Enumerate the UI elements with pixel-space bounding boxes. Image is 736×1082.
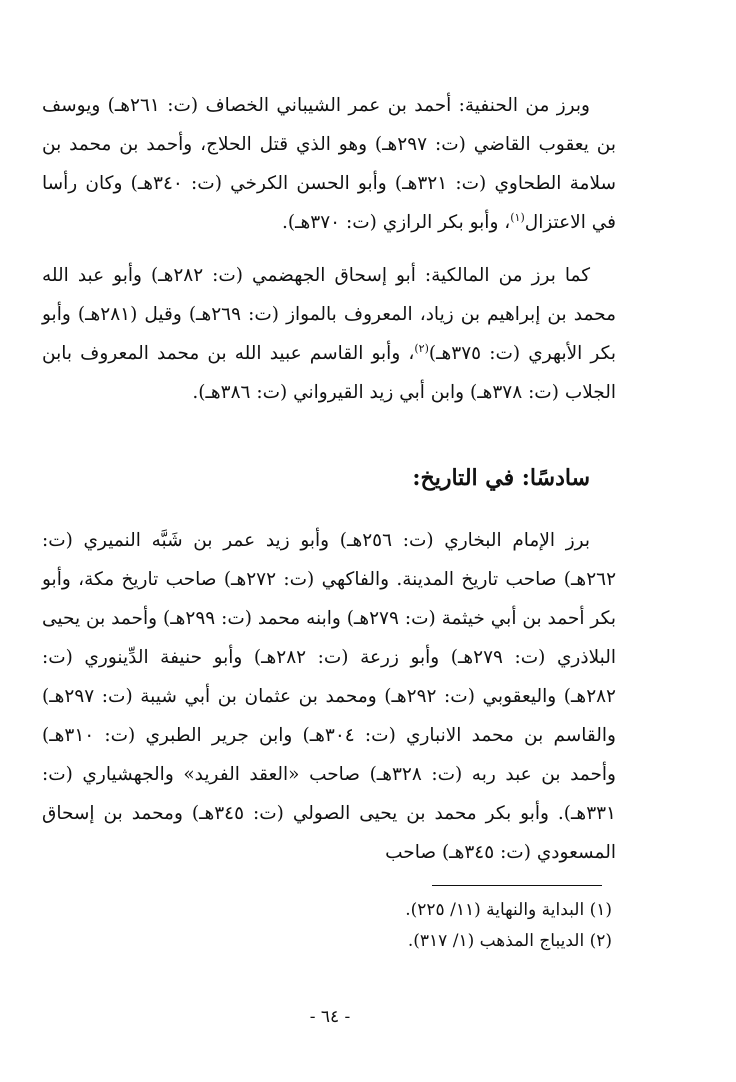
paragraph-history-scholars xyxy=(42,521,616,872)
footnote-2: (٢) الديباج المذهب (١/ ٣١٧). xyxy=(407,931,612,951)
paragraph-text: وبرز من الحنفية: أحمد بن عمر الشيباني الخصاف (ت: ٢٦١هـ) ويوسف بن يعقوب القاضي (ت: ٢٩٧هـ) وهو الذي قتل الحلاج، وأحمد بن محمد بن سلامة الطحاوي (ت: ٣٢١هـ) وأبو الحسن الكرخي (ت: ٣٤٠هـ) وكان رأسا في الاعتزال xyxy=(42,95,616,233)
paragraph-maliki-scholars xyxy=(42,256,616,412)
paragraph-hanafi-scholars xyxy=(42,86,616,242)
paragraph-text-continued: ، وأبو القاسم عبيد الله بن محمد المعروف بابن الجلاب (ت: ٣٧٨هـ) وابن أبي زيد القيرواني (ت: ٣٨٦هـ). xyxy=(42,343,616,403)
paragraph-text-continued: ، وأبو بكر الرازي (ت: ٣٧٠هـ). xyxy=(282,212,511,233)
footnote-reference: (١) xyxy=(510,210,525,224)
paragraph-text: برز الإمام البخاري (ت: ٢٥٦هـ) وأبو زيد عمر بن شَبَّه النميري (ت: ٢٦٢هـ) صاحب تاريخ المدينة. والفاكهي (ت: ٢٧٢هـ) صاحب تاريخ مكة، وأبو بكر أحمد بن أبي خيثمة (ت: ٢٧٩هـ) وابنه محمد (ت: ٢٩٩هـ) وأحمد بن يحيى البلاذري (ت: ٢٧٩هـ) وأبو زرعة (ت: ٢٨٢هـ) وأبو حنيفة الدِّينوري (ت: ٢٨٢هـ) واليعقوبي (ت: ٢٩٢هـ) ومحمد بن عثمان بن أبي شيبة (ت: ٢٩٧هـ) والقاسم بن محمد الانباري (ت: ٣٠٤هـ) وابن جرير الطبري (ت: ٣١٠هـ) وأحمد بن عبد ربه (ت: ٣٢٨هـ) صاحب «العقد الفريد» والجهشياري (ت: ٣٣١هـ). وأبو بكر محمد بن يحيى الصولي (ت: ٣٤٥هـ) ومحمد بن إسحاق المسعودي (ت: ٣٤٥هـ) صاحب xyxy=(42,530,617,863)
footnote-reference: (٢) xyxy=(414,341,429,355)
page-number: - ٦٤ - xyxy=(309,1007,351,1027)
footnote-1: (١) البداية والنهاية (١١/ ٢٢٥). xyxy=(405,900,612,920)
paragraph-text: كما برز من المالكية: أبو إسحاق الجهضمي (ت: ٢٨٢هـ) وأبو عبد الله محمد بن إبراهيم بن زياد، المعروف بالمواز (ت: ٢٦٩هـ) وقيل (٢٨١هـ) وأبو بكر الأبهري (ت: ٣٧٥هـ) xyxy=(42,265,616,364)
section-heading: سادسًا: في التاريخ: xyxy=(412,465,590,491)
footnote-divider xyxy=(432,885,602,886)
